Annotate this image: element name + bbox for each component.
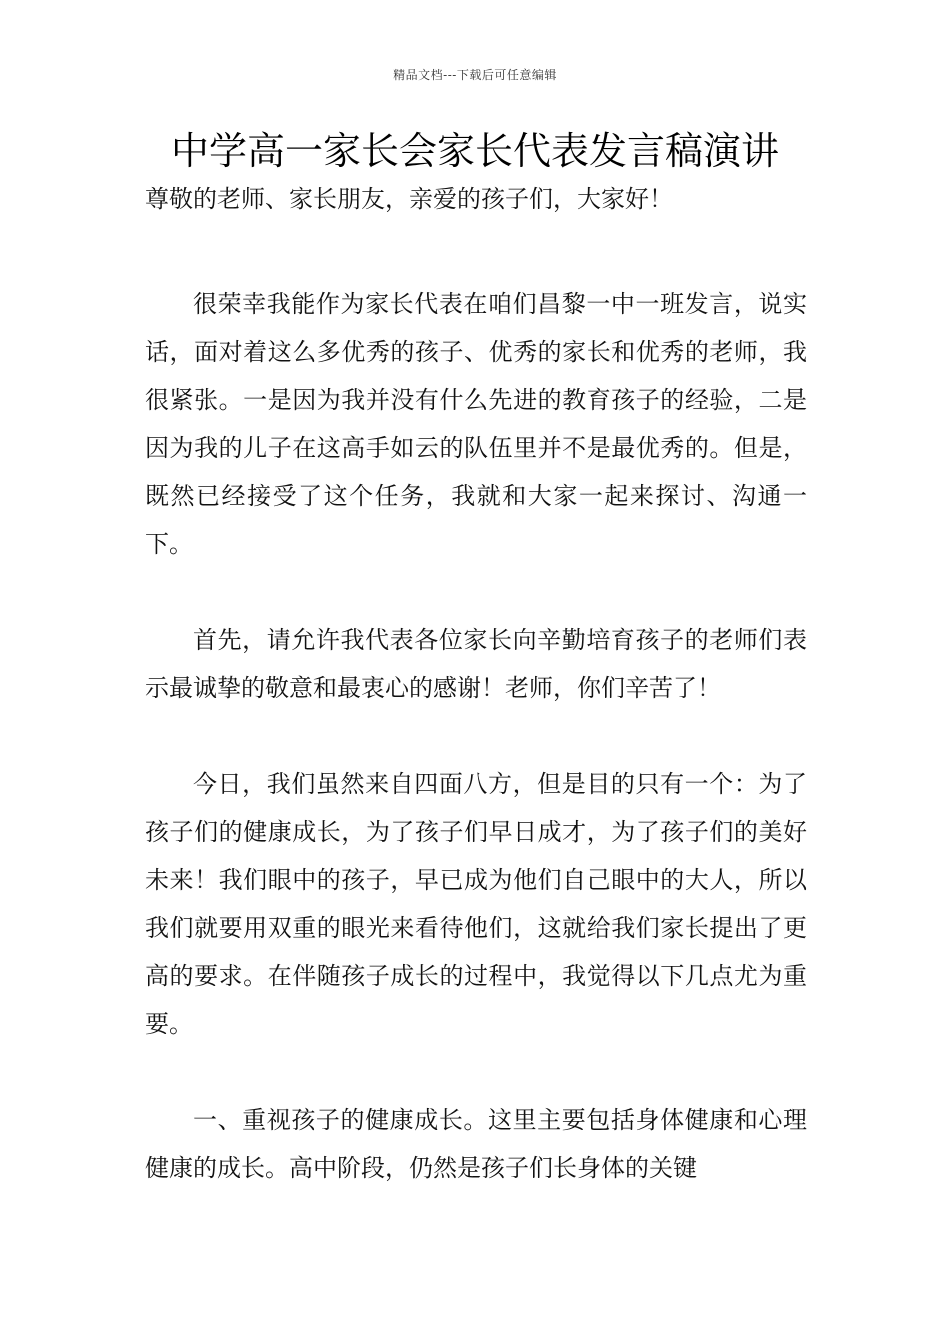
paragraph-point-one: 一、重视孩子的健康成长。这里主要包括身体健康和心理健康的成长。高中阶段，仍然是孩子们长身体的关键 xyxy=(145,1106,807,1182)
document-body xyxy=(145,280,807,1240)
header-note: 精品文档---下载后可任意编辑 xyxy=(393,68,557,82)
salutation: 尊敬的老师、家长朋友，亲爱的孩子们，大家好！ xyxy=(145,185,673,213)
paragraph-thanks: 首先，请允许我代表各位家长向辛勤培育孩子的老师们表示最诚挚的敬意和最衷心的感谢！老师，你们辛苦了！ xyxy=(145,626,807,702)
paragraph-purpose: 今日，我们虽然来自四面八方，但是目的只有一个：为了孩子们的健康成长，为了孩子们早日成才，为了孩子们的美好未来！我们眼中的孩子，早已成为他们自己眼中的大人，所以我们就要用双重的眼光来看待他们，这就给我们家长提出了更高的要求。在伴随孩子成长的过程中，我觉得以下几点尤为重要。 xyxy=(145,770,807,1038)
document-title: 中学高一家长会家长代表发言稿演讲 xyxy=(170,129,779,173)
paragraph-intro: 很荣幸我能作为家长代表在咱们昌黎一中一班发言，说实话，面对着这么多优秀的孩子、优秀的家长和优秀的老师，我很紧张。一是因为我并没有什么先进的教育孩子的经验，二是因为我的儿子在这高手如云的队伍里并不是最优秀的。但是，既然已经接受了这个任务，我就和大家一起来探讨、沟通一下。 xyxy=(145,290,807,558)
